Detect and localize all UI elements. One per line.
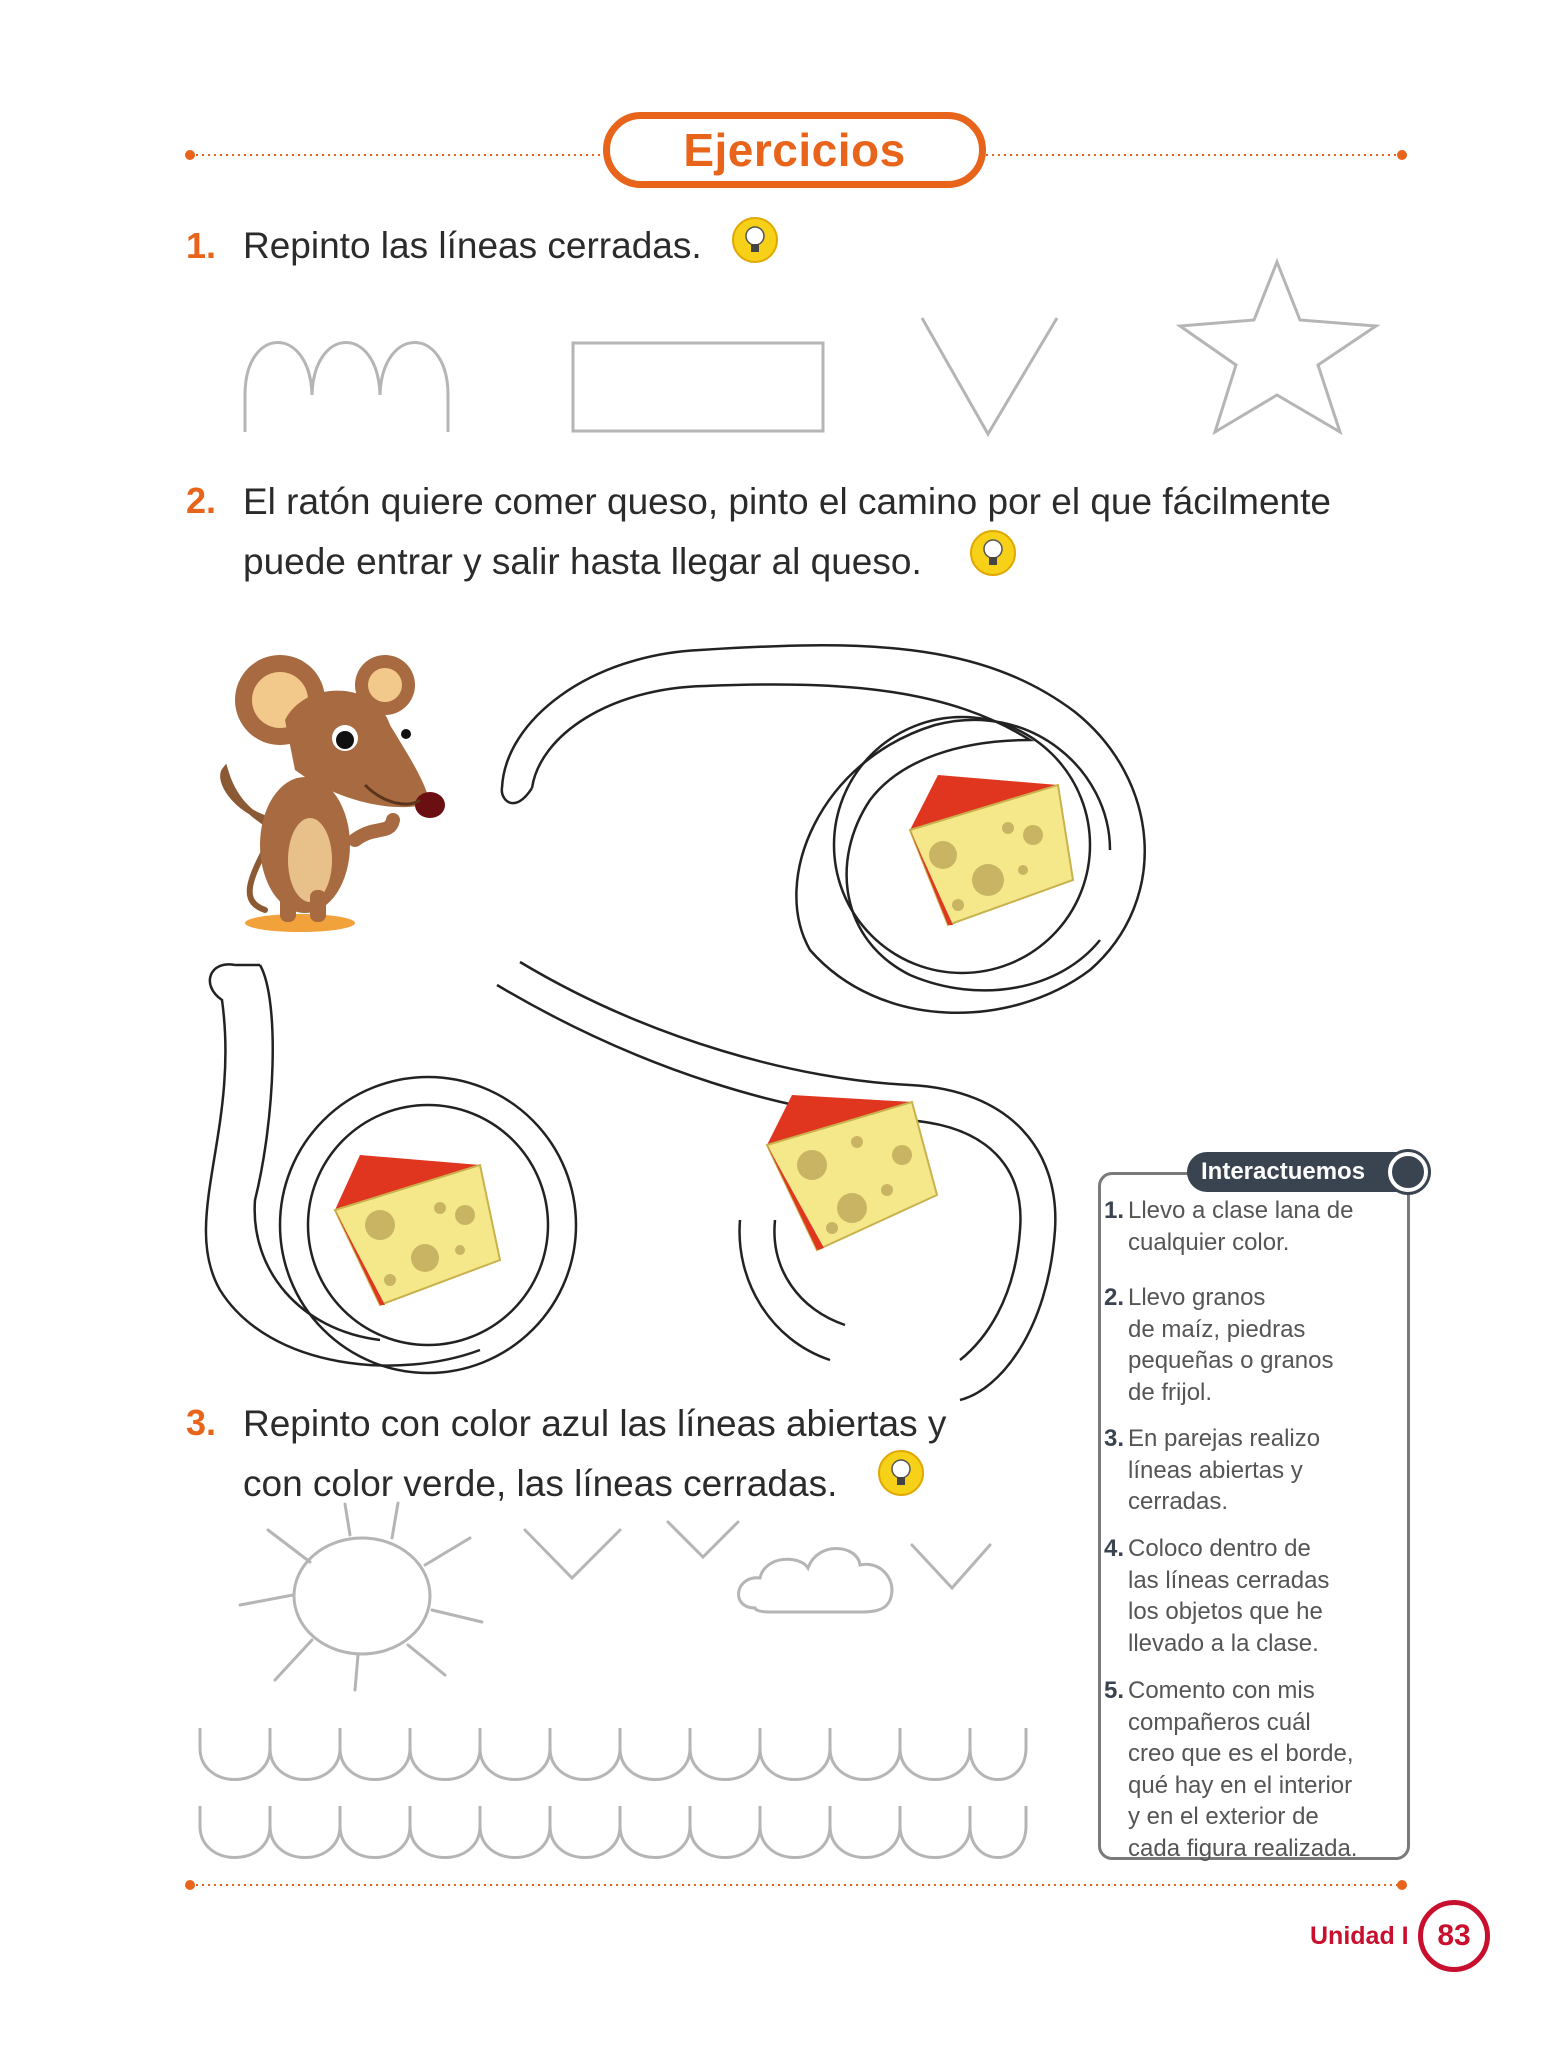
exercise-3-number: 3. (186, 1402, 217, 1443)
exercise-3-line2: con color verde, las líneas cerradas. (243, 1463, 838, 1504)
circle-icon (1388, 1152, 1428, 1192)
exercise-1-number: 1. (186, 225, 217, 266)
exercise-2-line1: El ratón quiere comer queso, pinto el camino por el que fácilmente (243, 481, 1331, 522)
page-number (1418, 1900, 1490, 1972)
interactuemos-item: 1. Llevo a clase lana de cualquier color. (1104, 1197, 1354, 1256)
interactuemos-item: 5. Comento con mis compañeros cuál creo que es el borde, qué hay en el interior y en el exterior de cada figura realizada. (1104, 1677, 1358, 1862)
v-open-line (912, 1545, 990, 1588)
exercise-2-number: 2. (186, 480, 217, 521)
exercise-1-text: Repinto las líneas cerradas. (243, 225, 702, 266)
interactuemos-item: 4. Coloco dentro de las líneas cerradas los objetos que he llevado a la clase. (1104, 1535, 1330, 1657)
interactuemos-item: 3. En parejas realizo líneas abiertas y cerradas. (1104, 1425, 1321, 1515)
interactuemos-title: Interactuemos (1187, 1152, 1427, 1192)
exercise-2-line2: puede entrar y salir hasta llegar al queso. (243, 541, 922, 582)
unit-label: Unidad I (1310, 1922, 1409, 1950)
v-open-line (668, 1522, 738, 1557)
sun-shape (240, 1503, 482, 1690)
scallop-rows (200, 1728, 1026, 1858)
interactuemos-item: 2. Llevo granos de maíz, piedras pequeñas o granos de frijol. (1104, 1284, 1334, 1406)
v-open-line (525, 1530, 620, 1578)
page-number-text: 83 (1437, 1919, 1471, 1952)
exercise-3-line1: Repinto con color azul las líneas abiertas y (243, 1403, 947, 1444)
cloud-shape (739, 1548, 892, 1612)
section-title: Ejercicios (683, 124, 906, 176)
